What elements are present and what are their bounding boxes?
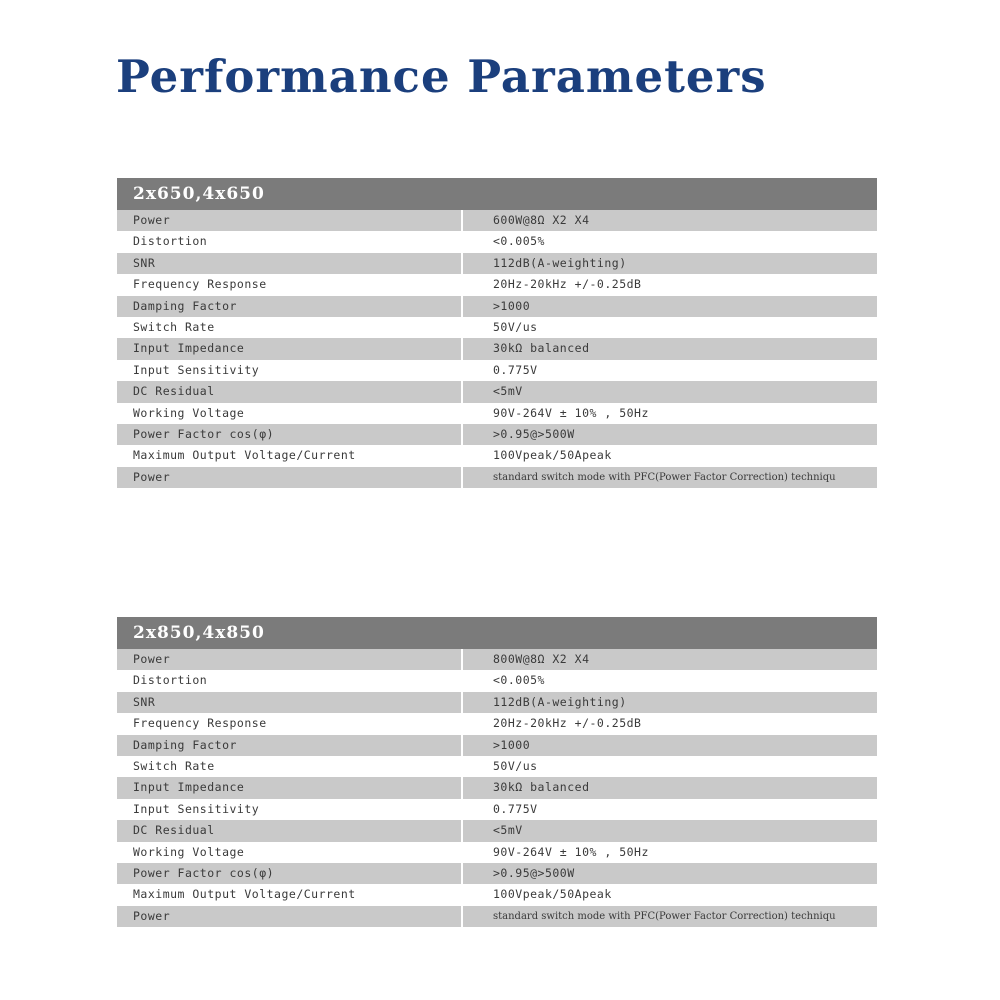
row-label: Input Sensitivity	[117, 360, 463, 381]
row-value: >0.95@>500W	[493, 865, 575, 880]
row-label: Frequency Response	[117, 274, 463, 295]
table-row	[117, 360, 877, 381]
table-row	[117, 253, 877, 274]
row-value: >0.95@>500W	[493, 426, 575, 441]
row-value: standard switch mode with PFC(Power Factor Correction) techniqu	[493, 910, 836, 922]
table-row	[117, 670, 877, 691]
row-label: Input Impedance	[117, 777, 463, 798]
table-row	[117, 884, 877, 905]
row-label: Distortion	[117, 231, 463, 252]
row-label: DC Residual	[117, 820, 463, 841]
table-row	[117, 692, 877, 713]
row-value: <5mV	[493, 384, 523, 399]
table-row	[117, 649, 877, 670]
row-label: Power	[117, 906, 463, 927]
row-value: 20Hz-20kHz +/-0.25dB	[493, 716, 642, 731]
table-row	[117, 231, 877, 252]
table-row	[117, 713, 877, 734]
row-value: <5mV	[493, 823, 523, 838]
row-value: 0.775V	[493, 801, 538, 816]
row-value: >1000	[493, 298, 531, 313]
table-row	[117, 317, 877, 338]
table-row	[117, 403, 877, 424]
row-label: Input Impedance	[117, 338, 463, 359]
row-value: >1000	[493, 737, 531, 752]
row-value: 50V/us	[493, 319, 538, 334]
table-row	[117, 842, 877, 863]
table-row	[117, 756, 877, 777]
row-value: 112dB(A-weighting)	[493, 255, 627, 270]
table-row	[117, 381, 877, 402]
row-value: 30kΩ balanced	[493, 341, 590, 356]
row-label: Distortion	[117, 670, 463, 691]
row-label: Maximum Output Voltage/Current	[117, 884, 463, 905]
row-label: Input Sensitivity	[117, 799, 463, 820]
table-row	[117, 274, 877, 295]
table-row	[117, 820, 877, 841]
table-header-model: 2x850,4x850	[117, 617, 877, 649]
table-header-model: 2x650,4x650	[117, 178, 877, 210]
row-label: Power	[117, 210, 463, 231]
table-row	[117, 424, 877, 445]
row-label: Power Factor cos(φ)	[117, 424, 463, 445]
row-label: SNR	[117, 692, 463, 713]
row-value: standard switch mode with PFC(Power Factor Correction) techniqu	[493, 471, 836, 483]
table-row	[117, 210, 877, 231]
row-label: Working Voltage	[117, 842, 463, 863]
row-value: 20Hz-20kHz +/-0.25dB	[493, 277, 642, 292]
table-row	[117, 906, 877, 927]
table-row	[117, 735, 877, 756]
row-value: <0.005%	[493, 234, 545, 249]
row-label: Frequency Response	[117, 713, 463, 734]
table-row	[117, 338, 877, 359]
row-label: Damping Factor	[117, 296, 463, 317]
row-label: Damping Factor	[117, 735, 463, 756]
row-value: 0.775V	[493, 362, 538, 377]
row-value: 30kΩ balanced	[493, 780, 590, 795]
row-value: 90V-264V ± 10% , 50Hz	[493, 844, 649, 859]
row-value: 112dB(A-weighting)	[493, 694, 627, 709]
row-label: Working Voltage	[117, 403, 463, 424]
row-label: Power	[117, 467, 463, 488]
table-row	[117, 799, 877, 820]
row-label: Switch Rate	[117, 756, 463, 777]
table-row	[117, 296, 877, 317]
page-title: Performance Parameters	[116, 50, 767, 103]
row-value: 90V-264V ± 10% , 50Hz	[493, 405, 649, 420]
row-label: Switch Rate	[117, 317, 463, 338]
row-label: Power Factor cos(φ)	[117, 863, 463, 884]
table-row	[117, 467, 877, 488]
row-value: 100Vpeak/50Apeak	[493, 887, 612, 902]
row-label: DC Residual	[117, 381, 463, 402]
table-row	[117, 445, 877, 466]
row-value: 800W@8Ω X2 X4	[493, 652, 590, 666]
row-value: <0.005%	[493, 673, 545, 688]
row-label: Maximum Output Voltage/Current	[117, 445, 463, 466]
row-value: 50V/us	[493, 758, 538, 773]
row-label: SNR	[117, 253, 463, 274]
row-value: 600W@8Ω X2 X4	[493, 213, 590, 227]
table-row	[117, 777, 877, 798]
spec-table-850	[117, 617, 877, 927]
table-row	[117, 863, 877, 884]
row-value: 100Vpeak/50Apeak	[493, 448, 612, 463]
row-label: Power	[117, 649, 463, 670]
spec-table-650	[117, 178, 877, 488]
